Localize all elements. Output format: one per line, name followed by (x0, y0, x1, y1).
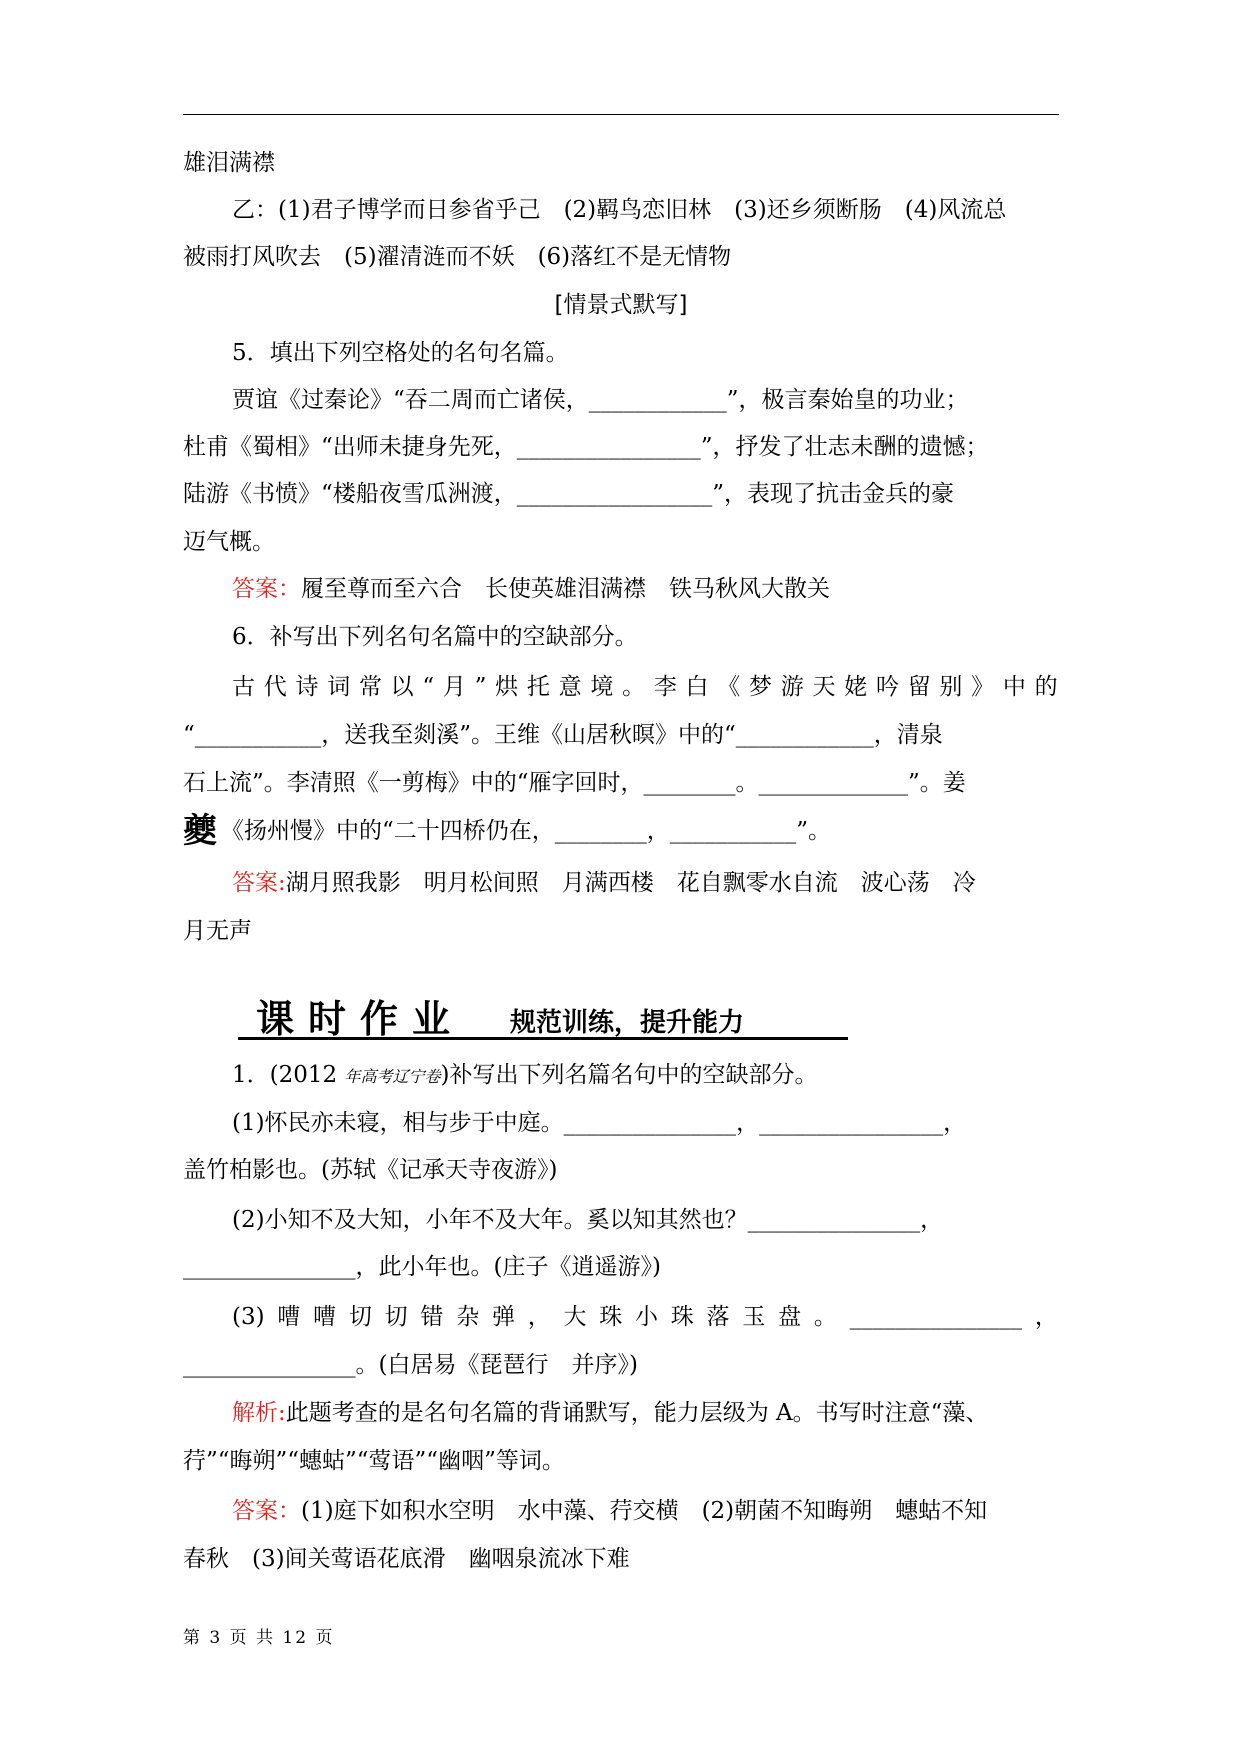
text-char: 切 (384, 1304, 408, 1330)
text-char: 白 (685, 674, 709, 700)
text-char: 月 (442, 674, 466, 700)
banner-subtitle: 规范训练，提升能力 (510, 1008, 745, 1038)
page-footer: 第 3 页 共 12 页 (183, 1628, 335, 1648)
text-char: 姥 (844, 674, 868, 700)
question-5: 5．填出下列空格处的名句名篇。 (232, 340, 569, 366)
answer-6 (232, 868, 976, 898)
text-char: ” (474, 674, 487, 700)
text-char: 古 (232, 674, 255, 700)
text-char: 珠 (599, 1304, 623, 1330)
text-line: 被雨打风吹去 (5)濯清涟而不妖 (6)落红不是无情物 (183, 244, 732, 270)
text-line: (1)怀民亦未寝，相与步于中庭。_______________，________________， (232, 1110, 967, 1136)
text-line: 迈气概。 (183, 529, 275, 555)
text-line: 石上流”。李清照《一剪梅》中的“雁字回时，________。_____________”。姜 (183, 770, 966, 796)
text-line: 盖竹柏影也。(苏轼《记承天寺夜游》) (183, 1157, 558, 1183)
text-char: ， (1034, 1304, 1058, 1330)
answer-text: 履至尊而至六合 长使英雄泪满襟 铁马秋风大散关 (301, 576, 830, 602)
text-span: )补写出下列名篇名句中的空缺部分。 (440, 1062, 818, 1088)
text-char: 托 (526, 674, 550, 700)
text-line: 雄泪满襟 (183, 150, 275, 176)
text-char: 《 (717, 674, 741, 700)
text-char: 。 (622, 674, 646, 700)
text-line: 陆游《书愤》“楼船夜雪瓜洲渡，_________________”，表现了抗击金兵的豪 (183, 481, 955, 507)
text-char: 李 (653, 674, 677, 700)
text-char: 梦 (749, 674, 773, 700)
text-char: 留 (907, 674, 931, 700)
answer-label: 答案： (232, 1498, 301, 1524)
text-char: 小 (635, 1304, 659, 1330)
homework-1 (232, 1060, 817, 1092)
text-char: 大 (563, 1304, 587, 1330)
text-char: 常 (358, 674, 382, 700)
answer-homework (232, 1496, 987, 1526)
text-char: 。 (813, 1304, 837, 1330)
text-line: (2)小知不及大知，小年不及大年。奚以知其然也？_______________， (232, 1207, 944, 1233)
section-title: [情景式默写] (554, 292, 688, 318)
text-line: 荇”“晦朔”“蟪蛄”“莺语”“幽咽”等词。 (183, 1448, 565, 1474)
text-char: 代 (263, 674, 287, 700)
text-line: 乙：(1)君子博学而日参省乎己 (2)羁鸟恋旧林 (3)还乡须断肠 (4)风流总 (232, 197, 1007, 223)
header-rule (183, 114, 1059, 115)
text-line-justified (232, 1302, 1058, 1332)
text-char: 切 (348, 1304, 372, 1330)
text-line: 贾谊《过秦论》“吞二周而亡诸侯，____________”，极言秦始皇的功业； (232, 387, 969, 413)
text-char: 盘 (778, 1304, 802, 1330)
analysis (232, 1398, 988, 1428)
answer-text: (1)庭下如积水空明 水中藻、荇交横 (2)朝菌不知晦朔 蟪蛄不知 (301, 1498, 988, 1524)
homework-banner (238, 990, 848, 1040)
banner-underline (238, 1037, 848, 1040)
text-char: _______________ (849, 1304, 1023, 1330)
text-line: “___________，送我至剡溪”。王维《山居秋暝》中的“____________，清泉 (183, 722, 943, 748)
answer-5 (232, 574, 830, 604)
text-char: 杂 (456, 1304, 480, 1330)
large-char: 夔 (183, 811, 217, 851)
text-char: 词 (327, 674, 351, 700)
text-char: 境 (590, 674, 614, 700)
text-char: (3) (232, 1304, 265, 1330)
text-line: _______________。(白居易《琵琶行 并序》) (183, 1352, 638, 1378)
text-char: ， (527, 1304, 551, 1330)
text-char: 弹 (491, 1304, 515, 1330)
text-line-justified (232, 672, 1058, 702)
text-char: 落 (706, 1304, 730, 1330)
text-char: 的 (1034, 674, 1058, 700)
text-line-rest: 《扬州慢》中的“二十四桥仍在，________，___________”。 (221, 818, 832, 844)
text-char: 玉 (742, 1304, 766, 1330)
text-line: 月无声 (183, 918, 252, 944)
text-char: 》 (971, 674, 995, 700)
answer-label: 答案: (232, 870, 286, 896)
text-char: 天 (812, 674, 836, 700)
text-char: 别 (939, 674, 963, 700)
text-char: 嘈 (313, 1304, 337, 1330)
text-char: 嘈 (277, 1304, 301, 1330)
text-line: 春秋 (3)间关莺语花底滑 幽咽泉流冰下难 (183, 1546, 630, 1572)
answer-label: 答案： (232, 576, 301, 602)
text-char: 错 (420, 1304, 444, 1330)
text-char: 以 (390, 674, 414, 700)
text-char: 诗 (295, 674, 319, 700)
text-char: 吟 (875, 674, 899, 700)
analysis-label: 解析: (232, 1400, 286, 1426)
question-6: 6．补写出下列名句名篇中的空缺部分。 (232, 624, 638, 650)
banner-title: 课时作业 (256, 997, 465, 1041)
text-char: 游 (780, 674, 804, 700)
text-char: 中 (1002, 674, 1026, 700)
text-line (183, 811, 832, 851)
text-char: 烘 (495, 674, 519, 700)
text-char: 珠 (670, 1304, 694, 1330)
answer-text: 湖月照我影 明月松间照 月满西楼 花自飘零水自流 波心荡 冷 (285, 870, 976, 896)
analysis-text: 此题考查的是名句名篇的背诵默写，能力层级为 A。书写时注意“藻、 (285, 1400, 989, 1426)
text-span: 1．(2012 (232, 1062, 345, 1088)
text-char: 意 (558, 674, 582, 700)
source-label: 年高考辽宁卷 (344, 1067, 441, 1086)
text-char: “ (422, 674, 435, 700)
text-line: _______________，此小年也。(庄子《逍遥游》) (183, 1254, 661, 1280)
text-line: 杜甫《蜀相》“出师未捷身先死，________________”，抒发了壮志未酬的遗憾； (183, 434, 989, 460)
